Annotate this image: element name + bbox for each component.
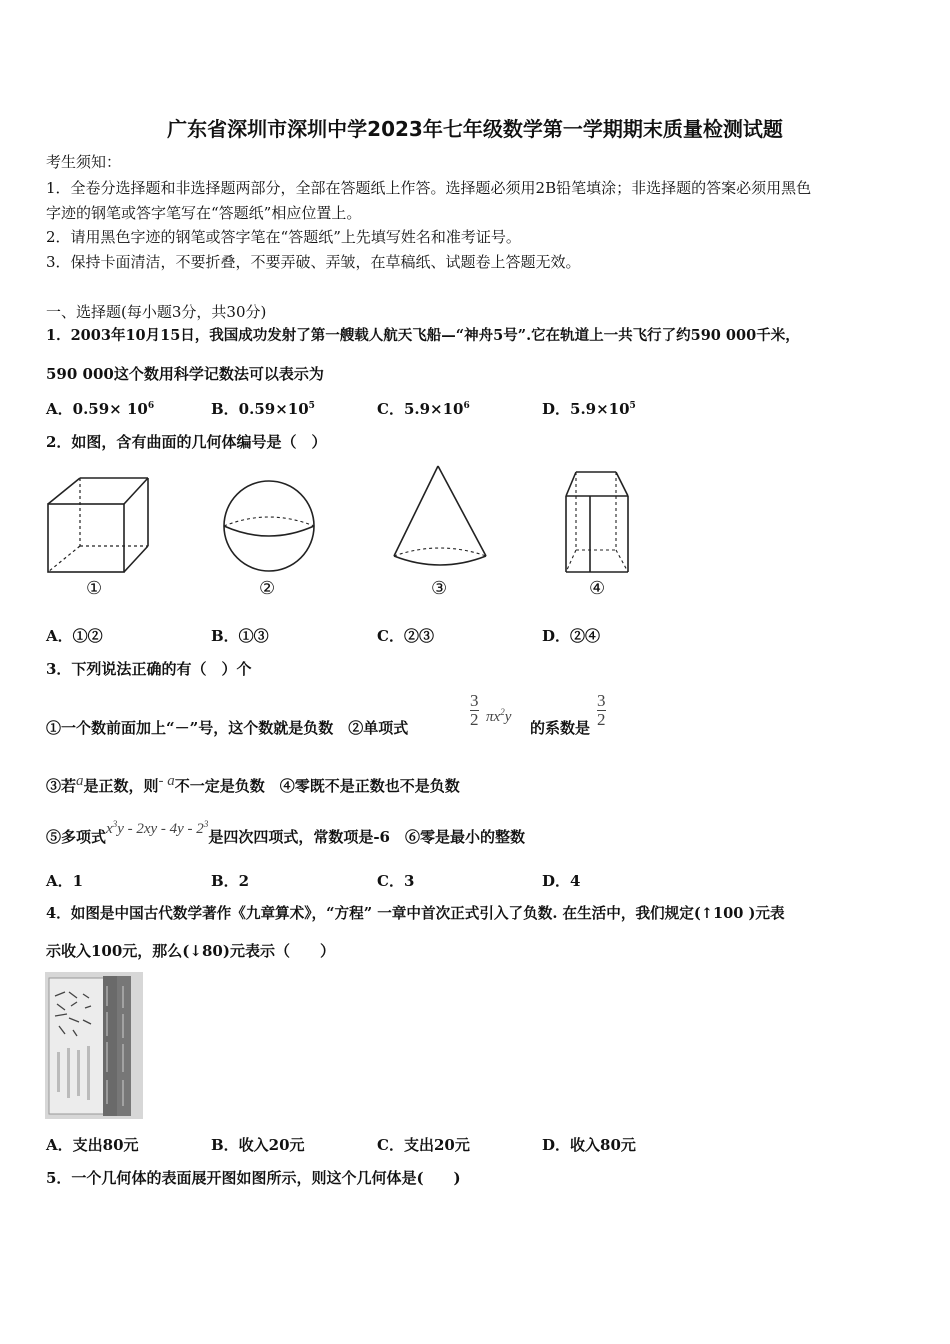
q3-statement-2-tail: 的系数是: [530, 719, 591, 737]
section-heading: 一、选择题(每小题3分，共30分): [46, 303, 267, 321]
q1-stem: 1．2003年10月15日，我国成功发射了第一艘载人航天飞船—“神舟5号”.它在轨道上一共飞行了约590 000千米，: [46, 327, 800, 344]
q4-stem-line2: 示收入100元，那么(↓80)元表示（ ）: [46, 942, 335, 960]
sphere-figure: [218, 478, 322, 578]
q3-option-d[interactable]: D．4: [542, 872, 581, 890]
notice-item: 字迹的钢笔或答字笔写在“答题纸”相应位置上。: [46, 204, 362, 222]
q3-option-a[interactable]: A．1: [46, 872, 84, 890]
q2-option-d[interactable]: D．②④: [542, 627, 601, 645]
q1-option-d[interactable]: D．$5.9\times 10^5$: [542, 400, 636, 418]
coefficient-answer-fraction: $\frac{3}{2}$: [597, 691, 606, 729]
q1-stem-line2: 590 000这个数用科学记数法可以表示为: [46, 365, 324, 383]
q3-stem: 3．下列说法正确的有（ ）个: [46, 660, 252, 678]
notice-heading: 考生须知：: [46, 153, 122, 171]
figure-label: ④: [589, 578, 606, 599]
cube-figure: [40, 470, 160, 580]
page-title: 广东省深圳市深圳中学2023年七年级数学第一学期期末质量检测试题: [167, 117, 783, 141]
q4-option-d[interactable]: D．收入80元: [542, 1136, 636, 1154]
q5-stem: 5．一个几何体的表面展开图如图所示，则这个几何体是( ): [46, 1169, 461, 1187]
figure-label: ③: [431, 578, 448, 599]
q1-option-b[interactable]: B．$0.59\times 10^5$: [211, 400, 315, 418]
q2-option-a[interactable]: A．①②: [46, 627, 103, 645]
figure-label: ①: [86, 578, 103, 599]
q3-option-c[interactable]: C．3: [377, 872, 415, 890]
coefficient-fraction: $\frac{3}{2}$: [470, 691, 479, 729]
notice-item: 3．保持卡面清洁，不要折叠，不要弄破、弄皱，在草稿纸、试题卷上答题无效。: [46, 253, 581, 271]
cone-figure: [388, 462, 492, 576]
q4-option-a[interactable]: A．支出80元: [46, 1136, 139, 1154]
figure-label: ②: [259, 578, 276, 599]
notice-item: 2．请用黑色字迹的钢笔或答字笔在“答题纸”上先填写姓名和准考证号。: [46, 228, 521, 246]
q3-statement-5-6: ⑤多项式$x^3y - 2xy - 4y - 2^3$是四次四项式，常数项是-6 ⑥零是最小的整数: [46, 819, 525, 846]
q2-option-b[interactable]: B．①③: [211, 627, 269, 645]
notice-item: 1．全卷分选择题和非选择题两部分，全部在答题纸上作答。选择题必须用2B铅笔填涂；非选择题的答案必须用黑色: [46, 179, 812, 197]
q3-statement-3-4: ③若a是正数，则- a不一定是负数 ④零既不是正数也不是负数: [46, 773, 460, 795]
q1-option-a[interactable]: A．$0.59\times 10^6$: [46, 400, 155, 418]
q1-option-c[interactable]: C．$5.9\times 10^6$: [377, 400, 470, 418]
book-photo: [45, 972, 143, 1119]
q2-stem: 2．如图，含有曲面的几何体编号是（ ）: [46, 433, 327, 451]
q4-option-b[interactable]: B．收入20元: [211, 1136, 305, 1154]
q2-option-c[interactable]: C．②③: [377, 627, 434, 645]
q4-option-c[interactable]: C．支出20元: [377, 1136, 470, 1154]
monomial-expression: $\pi x^2y$: [486, 707, 512, 725]
q4-stem: 4．如图是中国古代数学著作《九章算术》，“方程” 一章中首次正式引入了负数. 在生活中，我们规定(↑100 )元表: [46, 905, 785, 922]
q3-statement-1-2: ①一个数前面加上“－”号，这个数就是负数 ②单项式: [46, 719, 409, 737]
prism-figure: [560, 468, 636, 578]
q3-option-b[interactable]: B．2: [211, 872, 250, 890]
